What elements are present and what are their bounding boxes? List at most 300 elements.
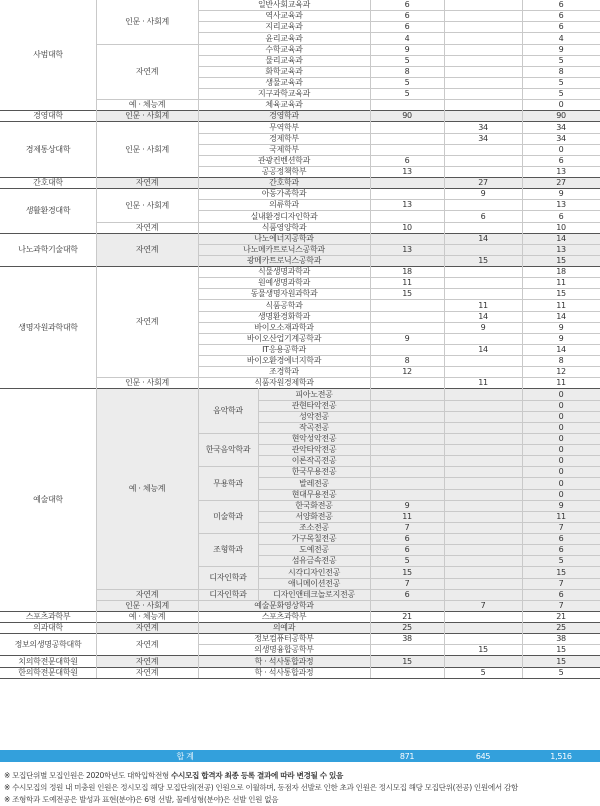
column-divider bbox=[258, 433, 259, 466]
row-divider bbox=[258, 522, 600, 523]
quota-col3: 14 bbox=[556, 234, 566, 243]
quota-col3: 13 bbox=[556, 200, 566, 209]
quota-col2 bbox=[444, 88, 522, 99]
quota-col3: 6 bbox=[558, 11, 564, 20]
note-1: ※ 모집단위별 모집인원은 2020학년도 대학입학전형 수시모집 합격자 최종 등록 결과에 따라 변경될 수 있음 bbox=[4, 771, 344, 780]
quota-col1 bbox=[370, 121, 444, 133]
quota-col2 bbox=[444, 144, 522, 155]
row-divider bbox=[198, 144, 600, 145]
quota-col1: 13 bbox=[402, 245, 412, 254]
total-col3: 1,516 bbox=[550, 751, 572, 761]
quota-col1: 13 bbox=[402, 167, 412, 176]
college-name: 생활환경대학 bbox=[25, 206, 71, 215]
quota-col3: 4 bbox=[558, 33, 564, 43]
quota-col1 bbox=[370, 233, 444, 244]
quota-col1 bbox=[370, 444, 444, 455]
dept-name: 관광컨벤션학과 bbox=[258, 156, 310, 165]
quota-col2 bbox=[444, 489, 522, 500]
sub-dept-name: 디자인학과 bbox=[209, 590, 247, 599]
quota-col3: 13 bbox=[556, 167, 566, 176]
quota-col1: 5 bbox=[404, 56, 410, 65]
dept-name: 경제학부 bbox=[269, 134, 299, 143]
dept-name: 무역학부 bbox=[269, 122, 299, 132]
quota-col3: 15 bbox=[556, 289, 566, 298]
quota-col1 bbox=[370, 377, 444, 388]
quota-col2 bbox=[444, 633, 522, 644]
quota-col2 bbox=[444, 55, 522, 66]
quota-col1: 9 bbox=[404, 334, 410, 343]
row-divider bbox=[198, 355, 600, 356]
track-name: 자연계 bbox=[135, 245, 159, 254]
major-name: 가구목칠전공 bbox=[291, 534, 337, 543]
quota-col1 bbox=[370, 466, 444, 477]
quota-col2 bbox=[444, 199, 522, 210]
row-divider bbox=[96, 377, 600, 378]
quota-col2 bbox=[444, 155, 522, 166]
quota-col1 bbox=[370, 210, 444, 222]
quota-col2: 15 bbox=[478, 256, 488, 265]
quota-col1 bbox=[370, 177, 444, 188]
row-divider bbox=[0, 188, 600, 189]
row-divider bbox=[198, 88, 600, 89]
row-divider bbox=[258, 400, 600, 401]
quota-col3: 5 bbox=[558, 78, 564, 87]
track-name: 자연계 bbox=[135, 639, 159, 649]
quota-col2: 34 bbox=[478, 134, 488, 143]
quota-col3: 0 bbox=[558, 100, 564, 109]
row-divider bbox=[198, 366, 600, 367]
major-name: 섬유금속전공 bbox=[291, 556, 337, 565]
quota-col3: 6 bbox=[558, 590, 564, 599]
row-divider bbox=[258, 477, 600, 478]
quota-col2: 5 bbox=[480, 668, 486, 677]
major-name: 관악타악전공 bbox=[291, 445, 337, 454]
quota-col3: 0 bbox=[558, 412, 564, 421]
quota-col3: 5 bbox=[558, 668, 564, 677]
quota-col1: 5 bbox=[404, 78, 410, 87]
quota-col2: 14 bbox=[478, 345, 488, 354]
quota-col2 bbox=[444, 522, 522, 533]
quota-col2 bbox=[444, 110, 522, 121]
track-name: 자연계 bbox=[135, 590, 159, 599]
quota-col3: 6 bbox=[558, 156, 564, 165]
column-divider bbox=[444, 0, 445, 678]
track-name: 자연계 bbox=[135, 668, 159, 677]
row-divider bbox=[198, 199, 600, 200]
quota-col2: 14 bbox=[478, 312, 488, 321]
quota-col3: 8 bbox=[558, 356, 564, 365]
dept-name: IT응용공학과 bbox=[262, 345, 306, 354]
quota-col2 bbox=[444, 544, 522, 555]
row-divider bbox=[198, 255, 600, 256]
quota-col2 bbox=[444, 655, 522, 667]
dept-name: 광메카트로닉스공학과 bbox=[246, 256, 322, 265]
major-name: 발레전공 bbox=[299, 478, 329, 488]
quota-col1 bbox=[370, 411, 444, 422]
dept-name: 학 · 석사통합과정 bbox=[254, 668, 314, 677]
column-divider bbox=[258, 533, 259, 566]
quota-col1 bbox=[370, 344, 444, 355]
dept-name: 국제학부 bbox=[269, 145, 299, 154]
note-1-emphasis: 수시모집 합격자 최종 등록 결과에 따라 변경될 수 있음 bbox=[170, 771, 344, 780]
quota-col1: 6 bbox=[404, 22, 410, 31]
quota-col3: 9 bbox=[558, 323, 564, 332]
row-divider bbox=[0, 622, 600, 623]
quota-col3: 0 bbox=[558, 490, 564, 499]
quota-col1: 9 bbox=[404, 501, 410, 510]
row-divider bbox=[198, 322, 600, 323]
quota-col3: 9 bbox=[558, 501, 564, 510]
dept-name: 실내환경디자인학과 bbox=[250, 211, 318, 221]
dept-name: 경영학과 bbox=[269, 111, 299, 120]
quota-col1: 12 bbox=[402, 367, 412, 376]
dept-name: 의예과 bbox=[272, 623, 296, 632]
quota-col2 bbox=[444, 44, 522, 55]
college-name: 간호대학 bbox=[33, 178, 63, 187]
quota-col3: 6 bbox=[558, 534, 564, 543]
row-divider bbox=[96, 222, 600, 223]
total-row bbox=[0, 750, 600, 762]
row-divider bbox=[0, 611, 600, 612]
row-divider bbox=[0, 388, 600, 389]
track-name: 자연계 bbox=[135, 317, 159, 326]
quota-col3: 0 bbox=[558, 445, 564, 454]
dept-name: 의류학과 bbox=[269, 200, 299, 209]
track-name: 예 · 체능계 bbox=[128, 100, 166, 109]
dept-name: 스포츠과학부 bbox=[261, 612, 307, 621]
dept-name: 지리교육과 bbox=[265, 22, 303, 31]
quota-col1: 6 bbox=[404, 534, 410, 543]
dept-name: 체육교육과 bbox=[265, 100, 303, 109]
row-divider bbox=[198, 311, 600, 312]
quota-col1 bbox=[370, 299, 444, 311]
quota-col1: 90 bbox=[402, 111, 412, 120]
quota-col1: 11 bbox=[402, 278, 412, 287]
quota-col1: 8 bbox=[404, 67, 410, 76]
quota-col1 bbox=[370, 322, 444, 333]
quota-col1 bbox=[370, 400, 444, 411]
quota-col3: 12 bbox=[556, 367, 566, 376]
quota-col3: 15 bbox=[556, 645, 566, 654]
row-divider bbox=[0, 633, 600, 634]
row-divider bbox=[198, 21, 600, 22]
quota-col1 bbox=[370, 188, 444, 199]
quota-col3: 25 bbox=[556, 623, 566, 632]
quota-col3: 5 bbox=[558, 56, 564, 65]
quota-col2: 11 bbox=[478, 378, 488, 387]
row-divider bbox=[0, 110, 600, 111]
total-col2: 645 bbox=[475, 751, 491, 761]
quota-col2 bbox=[444, 10, 522, 21]
quota-col2 bbox=[444, 77, 522, 88]
dept-name: 바이오환경에너지학과 bbox=[246, 356, 322, 365]
quota-col2 bbox=[444, 444, 522, 455]
row-divider bbox=[258, 578, 600, 579]
college-name: 한의학전문대학원 bbox=[18, 668, 78, 677]
quota-col1: 7 bbox=[404, 579, 410, 588]
row-divider bbox=[258, 511, 600, 512]
quota-col2 bbox=[444, 288, 522, 299]
major-name: 애니메이션전공 bbox=[288, 579, 340, 588]
quota-col2 bbox=[444, 511, 522, 522]
major-name: 이론작곡전공 bbox=[291, 456, 337, 465]
dept-name: 바이오소재과학과 bbox=[254, 323, 314, 332]
quota-col2 bbox=[444, 333, 522, 344]
college-name: 의과대학 bbox=[33, 623, 63, 632]
quota-col3: 14 bbox=[556, 345, 566, 354]
quota-col3: 9 bbox=[558, 334, 564, 343]
quota-col3: 9 bbox=[558, 45, 564, 54]
row-divider bbox=[198, 77, 600, 78]
quota-col1 bbox=[370, 144, 444, 155]
sub-dept-name: 한국음악학과 bbox=[205, 445, 251, 454]
dept-name: 조경학과 bbox=[269, 367, 299, 376]
track-name: 인문 · 사회계 bbox=[125, 601, 169, 610]
quota-col2 bbox=[444, 477, 522, 489]
sub-dept-name: 음악학과 bbox=[213, 406, 243, 415]
quota-col3: 0 bbox=[558, 423, 564, 432]
row-divider bbox=[96, 44, 600, 45]
row-divider bbox=[0, 177, 600, 178]
track-name: 자연계 bbox=[135, 178, 159, 187]
quota-col1 bbox=[370, 388, 444, 400]
quota-col2 bbox=[444, 355, 522, 366]
dept-name: 나노메카트로닉스공학과 bbox=[243, 245, 325, 254]
quota-col2 bbox=[444, 411, 522, 422]
major-name: 현악성악전공 bbox=[291, 434, 337, 443]
quota-col1: 25 bbox=[402, 623, 412, 632]
dept-name: 나노에너지공학과 bbox=[254, 234, 314, 243]
row-divider bbox=[198, 644, 600, 645]
quota-col1: 6 bbox=[404, 156, 410, 165]
quota-col3: 8 bbox=[558, 67, 564, 76]
row-divider bbox=[258, 555, 600, 556]
column-divider bbox=[258, 500, 259, 533]
dept-name: 생명환경화학과 bbox=[258, 312, 310, 321]
major-name: 서양화전공 bbox=[295, 512, 333, 521]
quota-col3: 11 bbox=[556, 512, 566, 521]
quota-col3: 0 bbox=[558, 389, 564, 399]
college-name: 경제통상대학 bbox=[25, 144, 71, 154]
quota-col2: 14 bbox=[478, 234, 488, 243]
quota-col3: 90 bbox=[556, 111, 566, 120]
major-name: 성악전공 bbox=[299, 412, 329, 421]
major-name: 현대무용전공 bbox=[291, 490, 337, 499]
quota-col3: 7 bbox=[558, 523, 564, 532]
quota-col2 bbox=[444, 500, 522, 511]
track-name: 자연계 bbox=[135, 623, 159, 632]
row-divider bbox=[0, 266, 600, 267]
college-name: 예술대학 bbox=[33, 495, 63, 504]
dept-name: 윤리교육과 bbox=[265, 33, 303, 43]
row-divider bbox=[198, 66, 600, 67]
row-divider bbox=[198, 155, 600, 156]
sub-dept-name: 조형학과 bbox=[213, 545, 243, 554]
major-name: 관현타악전공 bbox=[291, 401, 337, 410]
quota-col1 bbox=[370, 422, 444, 433]
column-divider bbox=[198, 0, 199, 678]
quota-col1: 6 bbox=[404, 0, 410, 9]
quota-col1: 13 bbox=[402, 200, 412, 209]
dept-name: 지구과학교육과 bbox=[258, 89, 310, 98]
quota-col2 bbox=[444, 455, 522, 466]
quota-col1 bbox=[370, 311, 444, 322]
sub-dept-name: 무용학과 bbox=[213, 478, 243, 488]
quota-col1: 6 bbox=[404, 11, 410, 20]
row-divider bbox=[198, 10, 600, 11]
quota-col3: 10 bbox=[556, 223, 566, 232]
row-divider bbox=[258, 544, 600, 545]
dept-name: 아동가족학과 bbox=[261, 189, 307, 198]
quota-col3: 21 bbox=[556, 612, 566, 621]
quota-col2 bbox=[444, 433, 522, 444]
quota-col2 bbox=[444, 366, 522, 377]
college-name: 사범대학 bbox=[33, 50, 63, 59]
quota-col2: 27 bbox=[478, 178, 488, 187]
major-name: 도예전공 bbox=[299, 545, 329, 554]
major-name: 시각디자인전공 bbox=[288, 567, 340, 577]
college-name: 경영대학 bbox=[33, 111, 63, 120]
track-name: 인문 · 사회계 bbox=[125, 111, 169, 120]
quota-col2 bbox=[444, 166, 522, 177]
quota-col3: 6 bbox=[558, 22, 564, 31]
column-divider bbox=[370, 0, 371, 678]
quota-col2 bbox=[444, 555, 522, 566]
track-name: 인문 · 사회계 bbox=[125, 200, 169, 210]
track-name: 예 · 체능계 bbox=[128, 484, 166, 493]
quota-col2 bbox=[444, 66, 522, 77]
quota-col1: 4 bbox=[404, 33, 410, 43]
track-name: 자연계 bbox=[135, 223, 159, 232]
row-divider bbox=[198, 210, 600, 211]
quota-col1: 5 bbox=[404, 89, 410, 98]
row-divider bbox=[0, 667, 600, 668]
quota-col3: 5 bbox=[558, 89, 564, 98]
row-divider bbox=[198, 166, 600, 167]
quota-col1 bbox=[370, 433, 444, 444]
quota-col2 bbox=[444, 578, 522, 589]
quota-col3: 7 bbox=[558, 601, 564, 610]
row-divider bbox=[0, 655, 600, 656]
quota-col2 bbox=[444, 0, 522, 10]
quota-col1 bbox=[370, 600, 444, 611]
quota-col2 bbox=[444, 222, 522, 233]
column-divider bbox=[258, 388, 259, 433]
quota-col3: 6 bbox=[558, 0, 564, 9]
college-name: 치의학전문대학원 bbox=[18, 656, 78, 666]
total-col1: 871 bbox=[399, 751, 415, 761]
quota-col1: 11 bbox=[402, 512, 412, 521]
quota-col1 bbox=[370, 133, 444, 144]
row-divider bbox=[96, 99, 600, 100]
quota-col1: 6 bbox=[404, 545, 410, 554]
dept-name: 일반사회교육과 bbox=[258, 0, 310, 9]
row-divider bbox=[0, 233, 600, 234]
quota-col2: 9 bbox=[480, 323, 486, 332]
quota-col2 bbox=[444, 422, 522, 433]
quota-col3: 15 bbox=[556, 256, 566, 265]
row-divider bbox=[198, 299, 600, 300]
dept-name: 정보컴퓨터공학부 bbox=[254, 634, 314, 643]
row-divider bbox=[258, 444, 600, 445]
row-divider bbox=[0, 678, 600, 679]
sub-dept-name: 디자인학과 bbox=[209, 573, 247, 582]
sub-dept-name: 미술학과 bbox=[213, 512, 243, 521]
quota-col1 bbox=[370, 644, 444, 655]
major-name: 디자인앤테크놀로지전공 bbox=[273, 590, 355, 599]
major-name: 조소전공 bbox=[299, 523, 329, 532]
dept-name: 동물생명자원과학과 bbox=[250, 289, 318, 298]
quota-col2 bbox=[444, 32, 522, 44]
quota-col2: 7 bbox=[480, 601, 486, 610]
quota-col2 bbox=[444, 266, 522, 277]
row-divider bbox=[258, 455, 600, 456]
track-name: 인문 · 사회계 bbox=[125, 144, 169, 154]
column-divider bbox=[258, 466, 259, 500]
row-divider bbox=[96, 600, 600, 601]
quota-col3: 0 bbox=[558, 456, 564, 465]
quota-col1: 15 bbox=[402, 567, 412, 577]
footnotes bbox=[4, 770, 598, 806]
note-2: ※ 수시모집의 정원 내 미충원 인원은 정시모집 해당 모집단위(전공) 인원으로 이월하며, 동점자 선발로 인한 초과 인원은 정시모집 해당 모집단위(전공) 인원에서 감함 bbox=[4, 783, 518, 792]
dept-name: 의생명융합공학부 bbox=[254, 645, 314, 654]
quota-col2 bbox=[444, 622, 522, 633]
quota-col1 bbox=[370, 455, 444, 466]
total-label: 합 계 bbox=[176, 751, 194, 761]
quota-col2 bbox=[444, 21, 522, 32]
dept-name: 식품영양학과 bbox=[261, 223, 307, 232]
college-name: 생명자원과학대학 bbox=[18, 322, 78, 332]
dept-name: 물리교육과 bbox=[265, 56, 303, 65]
quota-col2 bbox=[444, 589, 522, 600]
quota-col1: 7 bbox=[404, 523, 410, 532]
row-divider bbox=[198, 55, 600, 56]
dept-name: 식물생명과학과 bbox=[258, 267, 310, 276]
quota-col3: 6 bbox=[558, 211, 564, 221]
dept-name: 간호학과 bbox=[269, 178, 299, 187]
dept-name: 바이오산업기계공학과 bbox=[246, 334, 322, 343]
quota-col3: 9 bbox=[558, 189, 564, 198]
quota-col1: 10 bbox=[402, 223, 412, 232]
track-name: 인문 · 사회계 bbox=[125, 378, 169, 387]
dept-name: 공공정책학부 bbox=[261, 167, 307, 176]
quota-col3: 5 bbox=[558, 556, 564, 565]
quota-col3: 38 bbox=[556, 634, 566, 643]
quota-col3: 15 bbox=[556, 656, 566, 666]
quota-col3: 0 bbox=[558, 467, 564, 476]
major-name: 한국무용전공 bbox=[291, 467, 337, 476]
quota-col2 bbox=[444, 277, 522, 288]
quota-col1: 5 bbox=[404, 556, 410, 565]
row-divider bbox=[198, 244, 600, 245]
dept-name: 식품자원경제학과 bbox=[254, 378, 314, 387]
row-divider bbox=[258, 422, 600, 423]
dept-name: 학 · 석사통합과정 bbox=[254, 656, 314, 666]
quota-col3: 34 bbox=[556, 134, 566, 143]
quota-col2: 15 bbox=[478, 645, 488, 654]
quota-col3: 34 bbox=[556, 122, 566, 132]
column-divider bbox=[96, 0, 97, 678]
quota-col2 bbox=[444, 466, 522, 477]
quota-col1: 38 bbox=[402, 634, 412, 643]
quota-col3: 0 bbox=[558, 145, 564, 154]
note-3: ※ 조형학과 도예전공은 발성과 표현(분야)은 6명 선발, 물레성형(분야)은 선발 인원 없음 bbox=[4, 795, 279, 804]
row-divider bbox=[198, 288, 600, 289]
dept-name: 수학교육과 bbox=[265, 45, 303, 54]
column-divider bbox=[522, 0, 523, 678]
college-name: 스포츠과학부 bbox=[25, 612, 71, 621]
quota-col2 bbox=[444, 244, 522, 255]
